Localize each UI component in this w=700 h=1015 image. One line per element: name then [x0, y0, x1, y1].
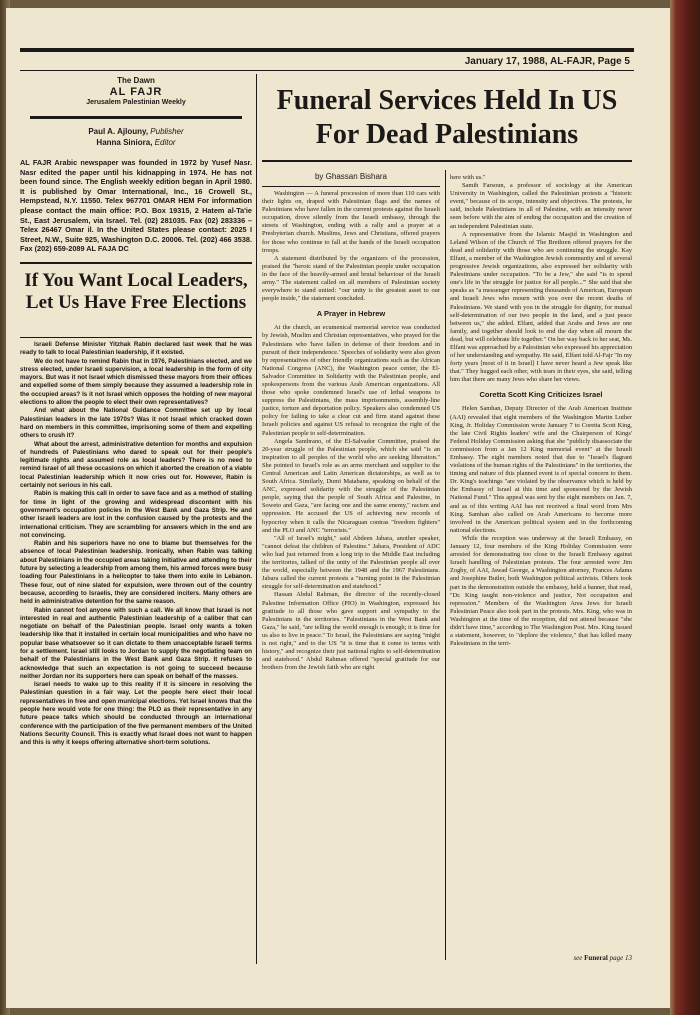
- masthead-rule: [30, 116, 242, 119]
- masthead-tagline: The Dawn: [117, 76, 155, 85]
- editorial-paragraph: And what about the National Guidance Committee set up by local Palestinian leaders in the late 1970s? Was it not Israel which cracked down hard on members in this committee, imprisoning some of them and expelling others to crush it?: [20, 407, 252, 440]
- editorial-paragraph: Rabin cannot fool anyone with such a call. We all know that Israel is not interested in real and authentic Palestinian leadership of a caliber that can negotiate on behalf of the Palestinian people. Israel only wants a token leadership like that it installed in certain local municipalities and who have no popular base whatsoever so it can dictate to them unacceptable Israeli terms for a settlement. Israel still looks to Jordan to supply the negotiating team on behalf of the Palestinians in the West Bank and Gaza Strip. It refuses to acknowledge that such an expectation is not going to succeed because neither Jordan nor its supporters here can speak on behalf of the masses.: [20, 606, 252, 680]
- book-binding: [670, 0, 700, 1015]
- masthead: [20, 76, 252, 106]
- article-column-1: [262, 190, 440, 672]
- article-paragraph: here with us.": [450, 174, 486, 181]
- article-paragraph: A statement distributed by the organizers of the procession, praised the "heroic stand of the Palestinian people under occupation in the face of the heavily-armed and brutal behaviour of the Israeli army." The statement called on all members of Palestinian society everywhere to stand united: "our unity is the greatest asset to our people inside," the statement concluded.: [262, 254, 440, 303]
- publisher-name: Paul A. Ajlouny,: [88, 127, 151, 136]
- subheading-prayer: A Prayer in Hebrew: [316, 309, 386, 319]
- publisher-role: Publisher: [150, 127, 184, 136]
- byline-rule: [262, 186, 440, 187]
- editor-name: Hanna Siniora,: [96, 138, 155, 147]
- masthead-title: AL FAJR: [109, 86, 163, 98]
- running-head: January 17, 1988, AL-FAJR, Page 5: [464, 56, 630, 67]
- article-paragraph: "All of Israel's might," said Abdeen Jabara, another speaker, "cannot defeat the children of Palestine." Jabara, President of ADC who had just returned from a long trip to the Middle East including the territories, talked of the unity of the Palestinian people all over the world, especially between the 1948 and the 1967 Palestinians. Jabara called the current protests a "turning point in the Palestinian struggle for self-determination and statehood.": [262, 534, 440, 591]
- about-rule: [20, 262, 252, 264]
- article-paragraph: At the church, an ecumenical memorial service was conducted by Jewish, Muslim and Christian representatives, who prayed for the Palestinians who 'have fallen in defense of their freedom and in pursuit of their independence.' Speeches of solidarity were also given by representatives of other friendly organizations such as the African National Congress (ANC), the Washington peace center, the El-Salvador Committee in Solidarity with the Palestinian people, and spokespersons from the various Arab American organizations. All those who spoke condemned Israel's use of lethal weapons to suppress the Palestinians, the mass imprisonments, assembly-line justice, torture and deportation policy. Speakers also condemned US policy for failing to take a clear cut and firm stand against these Israeli policies and against US refusal to recognize the right of the Palestinian people to self-determination.: [262, 324, 440, 437]
- headline-rule: [262, 160, 632, 162]
- jump-see: see: [573, 954, 585, 962]
- article-paragraph: Angela Sambrano, of the El-Salvador Committee, praised the 20-year struggle of the Palestinian people, which she said "is an inspiration to all peoples of the world who are seeking liberation." She pointed to Israel's role as an arms merchant and supplier to the Central American and Latin American dictatorships, as well as to South Africa. Similarly, Dumi Matabane, speaking on behalf of the ANC, expressed solidarity with the struggle of the Palestinian people, saying that the people of South Africa and Palestine, in Soweto and Gaza, "are facing one and the same enemy," racism and oppression. He accused the US of achieving new records of hypocrisy when it calls the Nicaraguan contras "freedom fighters" and the PLO and ANC "terrorists.": [262, 437, 440, 534]
- editorial-headline: If You Want Local Leaders, Let Us Have Free Elections: [24, 270, 248, 313]
- article-byline: by Ghassan Bishara: [314, 172, 388, 181]
- editor-role: Editor: [154, 138, 176, 147]
- continuation-note: [450, 954, 632, 962]
- newspaper-page: [6, 8, 670, 1008]
- masthead-subtitle: Jerusalem Palestinian Weekly: [86, 99, 186, 106]
- top-rule: [20, 48, 634, 52]
- column-divider-left: [256, 74, 257, 964]
- editorial-rule: [20, 337, 252, 338]
- article-paragraph: A representative from the Islamic Masjid in Washington and Leland Wilson of the Church of The Brethren offered prayers for the dead and solidarity with those who are continuing the struggle. Kay Elfant, a member of the Washington Jewish community and of several progressive Jewish organizations, also expressed her solidarity with Palestinians under occupation. "To be a Jew," she said "is to spend one's life in 'the struggle for justice for all people...'" She said that she speaks as "a messenger representing thousands of American, European and Israeli Jews who mourn with you over the recent deaths of Palestinians. We stand with you in the struggle for dignity, for mutual self-determination of our two people in the land, and a just peace between us," she added. Elfant, added that Arabs and Jews are one family, and together should look to end the day when all mourn the dead, but will celebrate life together." On her way back to her seat, Ms. Elfant was approached by a Palestinian who expressed his appreciation of her understanding and sympathy. He said, Elfant told Al-Fajr "In my forty years [most of it in Israel] I have never heard a Jew speak like that." They hugged each other, with tears in their eyes, she said, telling him that there are many Jews who share her views.: [450, 230, 633, 384]
- editorial-paragraph: Rabin and his superiors have no one to blame but themselves for the absence of local Palestinian leadership. Ironically, when Rabin was talking about Palestinians in the occupied areas taking initiative and attending to their future by selecting a leadership from among them, his armed forces were busy loading four Palestinians in a helicopter to take them into exile in Lebanon. These four, out of nine slated for expulsion, were thrown out of the country because, according to Israelis, they are considered inciters. Many others are held in administrative detention for the same reason.: [20, 540, 252, 606]
- article-paragraph: Samih Farsoun, a professor of sociology at the American University in Washington, called the Palestinian protests a "historic event," because of its scope, intensity and objectives. The protests, he said, include Palestinians in all of Palestine, with an intensity never seen before with the aim of ending the occupation and the creation of an independent Palestinian state.: [450, 182, 632, 230]
- article-column-2: [450, 174, 632, 648]
- column-divider-right: [445, 170, 446, 960]
- article-paragraph: Hassan Abdul Rahman, the director of the recently-closed Palestine Information Office (PIO) in Washington, expressed his gratitude to all those who gave support and sympathy to the Palestinians in the territories. "Palestinians in the West Bank and Gaza," he said, "are telling the world enough is enough; it is time for us also to live in peace." To Israel, the Palestinians are saying "might is not right," and to the US "it is time that it come to terms with history," and recognize their just national rights to self-determination and statehood." Abdul Rahman offered "special gratitude for our brothers from the Jewish faith who are right: [262, 591, 440, 672]
- editorial-paragraph: Rabin is making this call in order to save face and as a method of stalling for time in light of the growing and widespread discontent with his government's occupation policies in the West Bank and Gaza Strip. He and other Israeli leaders are lost in the confusion caused by the protests and the international criticism. They are scrambling for answers which in the end are not convincing.: [20, 490, 252, 539]
- jump-keyword: Funeral: [584, 954, 608, 962]
- staff-box: [20, 126, 252, 148]
- editorial-paragraph: Israel needs to wake up to this reality if it is sincere in resolving the Palestinian question in a fair way. Let the people here elect their local representatives in free and open municipal elections. Yet Israel knows that the people here would vote for one thing: the PLO as their representative in any future peace talks which should be conducted through an international conference with the participation of the five permanent members of the United Nations Security Council. This is exactly what Israel does not want to happen and this is why it keeps offering alternative short-term solutions.: [20, 681, 252, 747]
- header-rule: [20, 70, 634, 71]
- article-paragraph: While the reception was underway at the Israeli Embassy, on January 12, four members of the King Holiday Commission were arrested for demonstrating too close to the Israeli Embassy against Israeli handling of Palestinian protests. The four arrested were Jim Zogby, of AAI, Jawad George, a Washington attorney, Frances Adams and Josephine Butler, both Washington political activists. Others took part in the demonstration outside the embassy, held a banner, that read, "Dr. King taught non-violence and justice, Not occupation and repression." Members of the Washington Area Jews for Israeli Palestinian Peace also took part in the protests. Mrs. King, who was in Washington at the time of the reception, did not attend because "she didn't have time," according to The Washington Post. Mrs. King issued a statement, however, to "deplore the violence," that has killed many Palestinians in the terri-: [450, 534, 632, 648]
- article-paragraph: Helen Samhan, Deputy Director of the Arab American Institute (AAI) revealed that eight members of the Washington Martin Luther King, Jr. Holiday Commission wrote January 7 to Coretta Scott King, the late Civil Rights leaders' wife and the Chairperson of Kings' Federal Holiday Commission asking that she "publicly disassociate the commission from a Jan 12 King memorial event" at the Israeli Embassy. The eight members noted that due to "Israel's flagrant violations of the human rights of the Palestinians" in the territories, the timing and nature of this planned event is of special concern to them. Dr. King's teachings "are violated by the observance which is held by the Embassy of Israel at this time and sponsored by the Jewish National Fund." This appeal was sent by the eight members on Jan. 7, and as of this writing AAI has not received a final word from Mrs King. Samhan also called on Arab Americans to become more involved in the American political system and in the forthcoming national elections.: [450, 405, 632, 534]
- subheading-coretta: Coretta Scott King Criticizes Israel: [479, 390, 603, 400]
- article-headline: Funeral Services Held In US For Dead Palestinians: [276, 85, 618, 150]
- about-paragraph: AL FAJR Arabic newspaper was founded in 1972 by Yusef Nasr. Nasr edited the paper until his kidnapping in 1974. He has not been found since. The English weekly edition began in April 1980. It is published by Omar International, Inc., 16 Crowell St., Hempstead, N.Y. 11550. Telex 967701 OMAR HEM For information please contact the main office: P.O. Box 19315, 2 Hatem al-Ta'ie St., East Jerusalem, via Israel. Tel. (02) 281035. Fax (02) 283336 – Telex 26467 Omar il. In the United States please contact: 2025 I Street, N.W., Suite 925, Washington D.C. 20006. Tel. (202) 466 3538. Fax (202) 659-2089 AL FAJA DC: [20, 158, 252, 254]
- jump-page: page 13: [607, 954, 632, 962]
- editorial-paragraph: We do not have to remind Rabin that in 1976, Palestinians elected, and we stress elected, under Israeli supervision, a local leadership in the form of city mayors. But was it not Israel which dismissed these mayors from their offices and expelled some of them simply because they assumed a leadership role in the occupied areas? Is it not Israel which opposes the holding of new mayoral elections to allow the people to elect their own representatives?: [20, 357, 252, 407]
- editorial-paragraph: What about the arrest, administrative detention for months and expulsion of hundreds of Palestinians who dared to speak out for their people's legitimate rights and assumed role as local leaders? There is no need to remind Israel of all these occasions on which it aborted the creation of a viable local Palestinian leadership which it now cries out for. However, Rabin is certainly not serious in his call.: [20, 440, 252, 490]
- editorial-body: [20, 341, 252, 748]
- editorial-paragraph: Israeli Defense Minister Yitzhak Rabin declared last week that he was ready to talk to local Palestinian leadership, if it existed.: [20, 341, 252, 357]
- article-paragraph: Washington — A funeral procession of more than 110 cars with their lights on, draped with Palestinian flags and the names of Palestinians who have fallen in the current protests against the Israeli occupation, drove silently from the Israeli embassy, through the streets of Washington, ending with a rally and a prayer at a Presbyterian church. Muslims, Jews and Christians, offered prayers for those who continue to fall at the hands of the Israeli occupation troops.: [262, 190, 440, 254]
